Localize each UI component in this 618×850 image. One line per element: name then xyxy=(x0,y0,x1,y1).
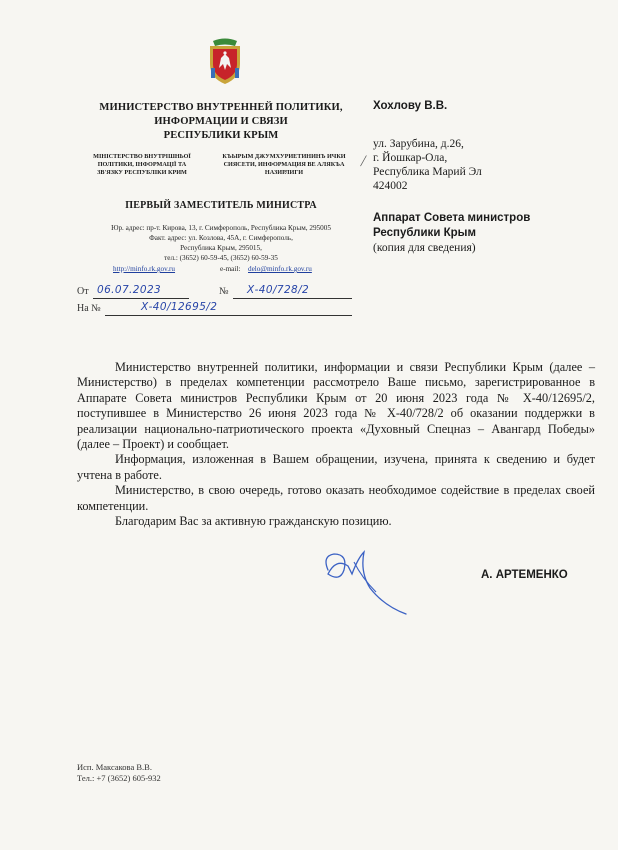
address-line: Факт. адрес: ул. Козлова, 45А, г. Симферополь, xyxy=(149,234,293,242)
handwritten-signature xyxy=(318,548,428,618)
reply-to-row xyxy=(77,303,352,317)
recipient-name xyxy=(373,99,447,113)
executor-name: Исп. Максакова В.В. xyxy=(77,762,152,772)
address-line: тел.: (3652) 60-59-45, (3652) 60-59-35 xyxy=(164,254,278,262)
body-paragraph: Министерство, в свою очередь, готово оказать необходимое содействие в пределах своей компетенции. xyxy=(77,483,595,513)
copy-org-line: Республики Крым xyxy=(373,227,476,239)
crh-line: СИЯСЕТИ, ИНФОРМАЦИЯ ВЕ АЛЯКЪА xyxy=(223,161,345,168)
ministry-title xyxy=(80,101,362,143)
reply-number-value: Х-40/12695/2 xyxy=(141,301,218,313)
executor-info xyxy=(77,762,161,784)
ministry-line: МИНИСТЕРСТВО ВНУТРЕННЕЙ ПОЛИТИКИ, xyxy=(99,102,343,113)
body-paragraph: Министерство внутренней политики, информации и связи Республики Крым (далее – Министерство) в пределах компетенции рассмотрело Ваше письмо, зарегистрированное в Аппарате Совета министров Республики Крым от 20 июня 2023 года № Х-40/12695/2, поступившее в Министерство 26 июня 2023 года № Х-40/728/2 об оказании поддержки в реализации национально-патриотического проекта «Духовный Спецназ – Авангард Победы» (далее – Проект) и сообщает. xyxy=(77,360,595,452)
contact-row xyxy=(113,265,363,273)
crimea-coat-of-arms-icon xyxy=(207,38,243,86)
crimean-tatar-name xyxy=(205,153,363,177)
email-link[interactable]: delo@minfo.rk.gov.ru xyxy=(248,265,312,273)
address-line: Республика Крым, 295015, xyxy=(180,244,262,252)
copy-note: (копия для сведения) xyxy=(373,242,476,254)
copy-org-line: Аппарат Совета министров xyxy=(373,212,531,224)
date-number-row xyxy=(77,286,352,300)
address-line: 424002 xyxy=(373,180,408,192)
address-line: Республика Марий Эл xyxy=(373,166,482,178)
copy-recipient xyxy=(373,211,530,256)
crh-line: НАЗИРЛИГИ xyxy=(264,169,304,176)
signer-name: А. АРТЕМЕНКО xyxy=(481,569,568,581)
email-label: e-mail: xyxy=(220,265,241,273)
ukrainian-name xyxy=(82,153,202,177)
ua-line: ПОЛІТИКИ, ІНФОРМАЦІЇ ТА xyxy=(97,161,187,168)
on-label: На № xyxy=(77,303,101,314)
body-paragraph: Информация, изложенная в Вашем обращении, изучена, принята к сведению и будет учтена в работе. xyxy=(77,452,595,482)
ua-line: ЗВ'ЯЗКУ РЕСПУБЛІКИ КРИМ xyxy=(97,169,187,176)
recipient-name-text: Хохлову В.В. xyxy=(373,100,448,112)
number-value: Х-40/728/2 xyxy=(247,284,310,296)
date-value: 06.07.2023 xyxy=(97,284,162,296)
deputy-title: ПЕРВЫЙ ЗАМЕСТИТЕЛЬ МИНИСТРА xyxy=(125,200,317,211)
crh-line: КЪЫРЫМ ДЖУМХУРИЕТИНИНЪ ИЧКИ xyxy=(222,153,346,160)
address-line: г. Йошкар-Ола, xyxy=(373,152,448,164)
handwritten-mark: / xyxy=(359,153,368,170)
ministry-line: РЕСПУБЛИКИ КРЫМ xyxy=(163,130,279,141)
ministry-line: ИНФОРМАЦИИ И СВЯЗИ xyxy=(154,116,288,127)
body-paragraph: Благодарим Вас за активную гражданскую позицию. xyxy=(115,514,392,529)
recipient-address xyxy=(373,137,482,193)
address-block xyxy=(80,223,362,263)
number-label: № xyxy=(219,286,229,297)
website-link[interactable]: http://minfo.rk.gov.ru xyxy=(113,265,176,273)
address-line: Юр. адрес: пр-т. Кирова, 13, г. Симферополь, Республика Крым, 295005 xyxy=(111,224,331,232)
letter-body xyxy=(77,360,595,529)
address-line: ул. Зарубина, д.26, xyxy=(373,138,464,150)
from-label: От xyxy=(77,286,89,297)
executor-phone: Тел.: +7 (3652) 605-932 xyxy=(77,773,161,783)
ua-line: МІНІСТЕРСТВО ВНУТРІШНЬОЇ xyxy=(93,153,191,160)
